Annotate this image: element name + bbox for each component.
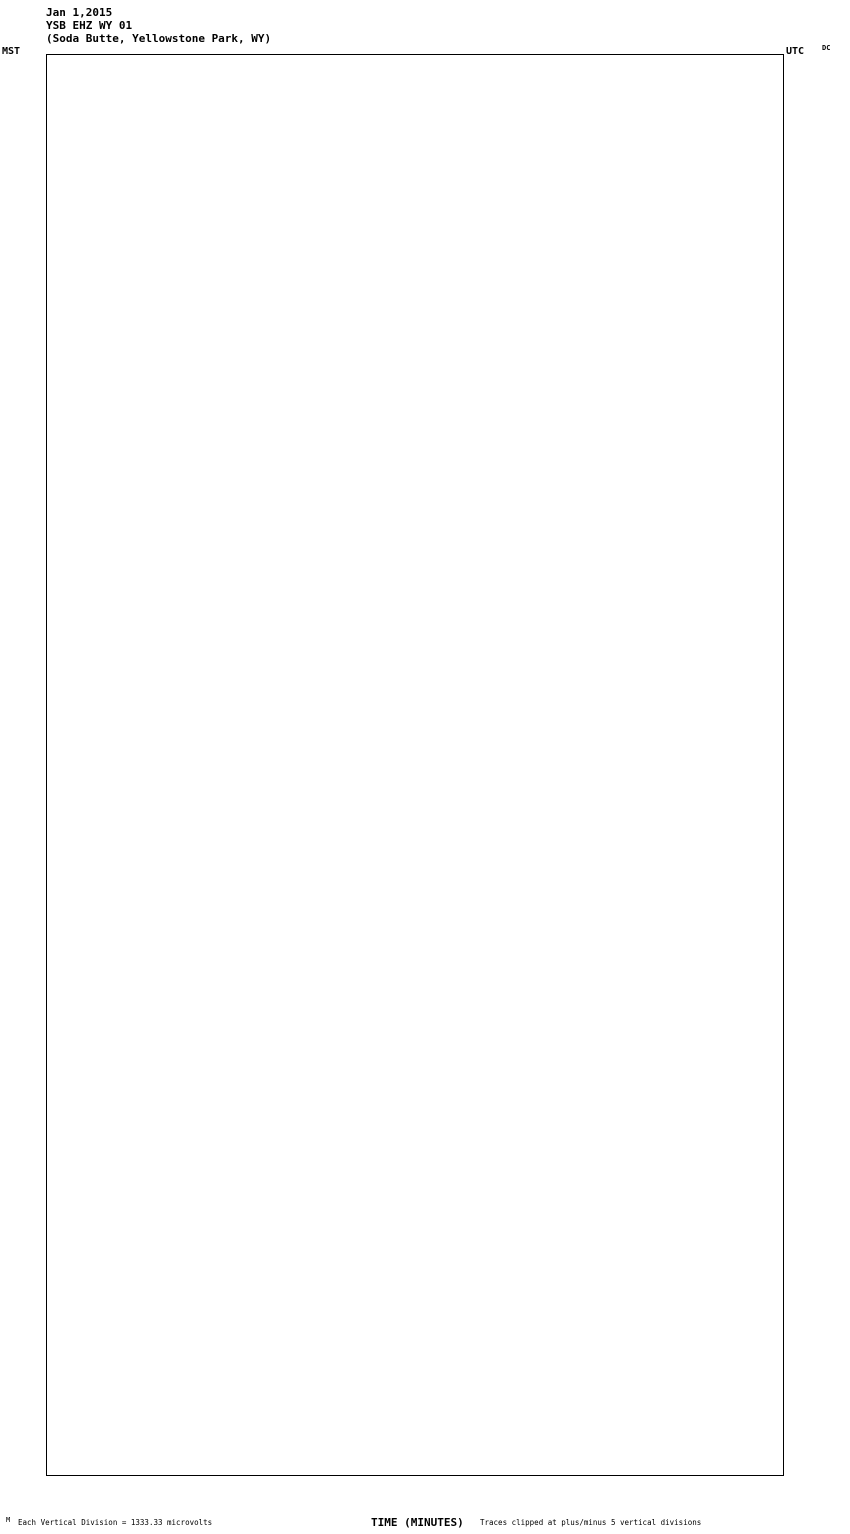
footer-corner-mark: M [6, 1516, 11, 1524]
seismogram-plot [46, 54, 784, 1476]
header-date: Jan 1,2015 [46, 6, 113, 19]
right-axis-label: UTC [786, 46, 805, 57]
left-axis-label: MST [2, 46, 21, 57]
footer-scale-note: Each Vertical Division = 1333.33 microvolts [18, 1518, 213, 1527]
header-station: YSB EHZ WY 01 [46, 19, 133, 32]
header-location: (Soda Butte, Yellowstone Park, WY) [46, 32, 272, 45]
x-axis-title: TIME (MINUTES) [371, 1516, 464, 1529]
dc-axis-label: DC [822, 44, 831, 52]
footer-clip-note: Traces clipped at plus/minus 5 vertical divisions [480, 1518, 702, 1527]
